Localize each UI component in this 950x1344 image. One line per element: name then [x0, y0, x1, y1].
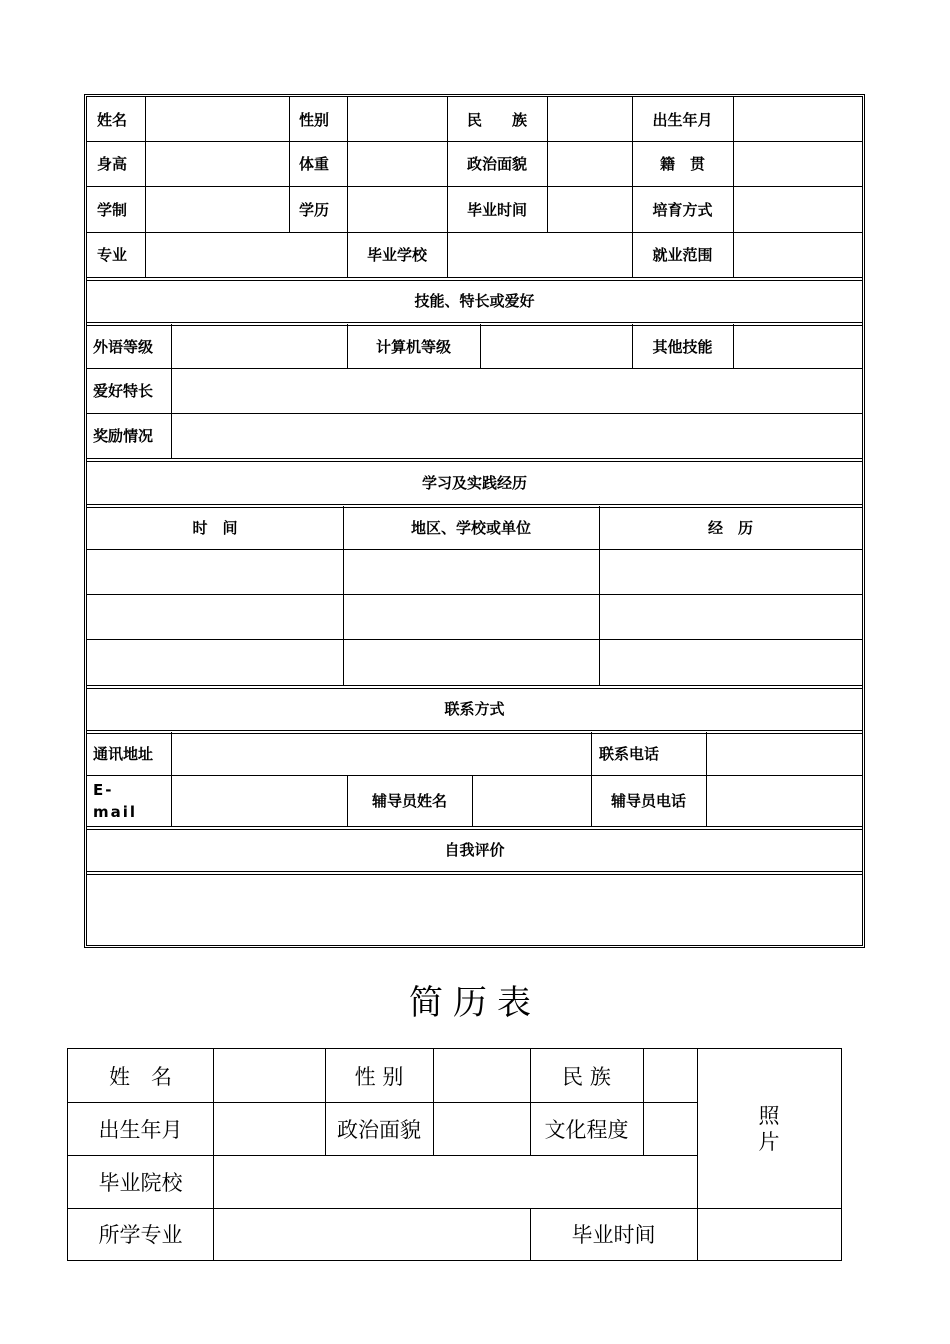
row-divider: [87, 368, 862, 369]
page-title: 简历表: [409, 983, 541, 1023]
col-divider: [171, 324, 172, 458]
employment-scope-label: 就业范围: [652, 246, 713, 264]
graduate-school-label: 毕业学校: [366, 246, 427, 264]
graduation-time-label: 毕业时间: [466, 200, 527, 219]
political-status-label: 政治面貌: [466, 155, 527, 173]
col-divider: [347, 97, 348, 232]
award-label: 奖励情况: [93, 427, 154, 445]
weight-label: 体重: [299, 155, 330, 173]
row-divider: [87, 413, 862, 414]
name-label: 姓名: [97, 110, 128, 129]
col-divider: [472, 775, 473, 826]
col-divider: [480, 324, 481, 368]
native-place-label: 籍 贯: [659, 155, 705, 173]
row-divider: [87, 639, 862, 640]
col-divider: [145, 232, 146, 277]
resume-form-detailed: [84, 94, 865, 948]
section-divider: [87, 871, 862, 875]
row-divider: [87, 594, 862, 595]
col-divider: [171, 732, 172, 826]
birth-date-label: 出生年月: [98, 1117, 183, 1142]
gender-label: 性别: [299, 110, 330, 129]
foreign-language-label: 外语等级: [93, 337, 154, 356]
col-divider: [213, 1049, 214, 1260]
study-section-header: 学习及实践经历: [421, 473, 527, 492]
section-divider: [87, 730, 862, 734]
political-status-label: 政治面貌: [337, 1117, 421, 1142]
col-divider: [733, 324, 734, 368]
resume-form-simple: [67, 1048, 842, 1261]
self-evaluation-header: 自我评价: [444, 841, 505, 859]
col-divider: [433, 1049, 434, 1155]
height-label: 身高: [97, 155, 128, 173]
col-divider: [643, 1049, 644, 1155]
photo-placeholder: 照 片: [758, 1103, 780, 1154]
computer-level-label: 计算机等级: [375, 337, 451, 356]
email-label: E- mail: [93, 780, 138, 821]
ethnicity-label: 民 族: [466, 110, 527, 129]
col-divider: [733, 97, 734, 277]
time-column-header: 时 间: [192, 519, 238, 537]
col-divider: [145, 97, 146, 232]
school-system-label: 学制: [97, 200, 128, 219]
ethnicity-label: 民 族: [562, 1064, 611, 1089]
school-unit-column-header: 地区、学校或单位: [410, 519, 531, 537]
birth-date-label: 出生年月: [652, 110, 713, 129]
experience-column-header: 经 历: [707, 519, 753, 537]
hobby-label: 爱好特长: [93, 382, 154, 400]
row-divider: [87, 549, 862, 550]
name-label: 姓 名: [109, 1064, 172, 1089]
contact-section-header: 联系方式: [444, 700, 505, 718]
education-label: 学历: [299, 200, 330, 219]
major-label: 所学专业: [98, 1223, 183, 1247]
training-mode-label: 培育方式: [652, 200, 713, 219]
col-divider: [706, 732, 707, 826]
counselor-phone-label: 辅导员电话: [610, 792, 686, 810]
major-label: 专业: [97, 246, 128, 264]
row-divider: [87, 232, 862, 233]
graduate-school-label: 毕业院校: [98, 1170, 183, 1195]
gender-label: 性 别: [354, 1064, 404, 1089]
mailing-address-label: 通讯地址: [93, 745, 154, 763]
education-level-label: 文化程度: [544, 1117, 629, 1142]
col-divider: [447, 232, 448, 277]
graduation-time-label: 毕业时间: [571, 1223, 656, 1247]
row-divider: [87, 775, 862, 776]
skills-section-header: 技能、特长或爱好: [414, 292, 535, 310]
phone-label: 联系电话: [599, 745, 660, 763]
col-divider: [547, 97, 548, 232]
counselor-name-label: 辅导员姓名: [371, 792, 447, 810]
other-skills-label: 其他技能: [652, 337, 713, 356]
